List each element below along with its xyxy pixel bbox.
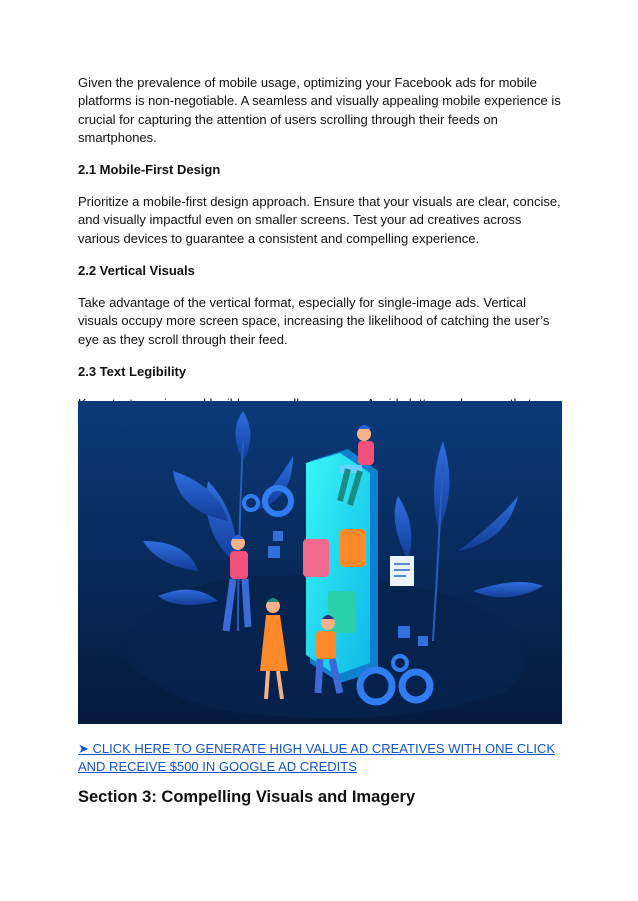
- intro-paragraph: Given the prevalence of mobile usage, optimizing your Facebook ads for mobile platforms is non-negotiable. A seamless and visually appealing mobile experience is crucial for capturing the attention of users scrolling through their feeds on smartphones.: [78, 75, 561, 145]
- app-card-pink: [303, 539, 329, 577]
- app-card-orange: [340, 529, 366, 567]
- section-3-title: Section 3: Compelling Visuals and Imagery: [78, 788, 416, 806]
- cta-link-text: CLICK HERE TO GENERATE HIGH VALUE AD CREATIVES WITH ONE CLICK AND RECEIVE $500 IN GOOGLE AD CREDITS: [78, 741, 556, 774]
- subsection-heading-text-legibility: 2.3 Text Legibility: [78, 363, 187, 379]
- subsection-heading-mobile-first: 2.1 Mobile-First Design: [78, 162, 221, 178]
- cta-link-block: [78, 740, 558, 775]
- cta-link[interactable]: [78, 741, 555, 774]
- subsection-heading-vertical-visuals: 2.2 Vertical Visuals: [78, 263, 195, 279]
- arrow-icon: ➤: [78, 741, 89, 756]
- hero-illustration: [78, 401, 562, 724]
- isometric-mobile-illustration: [78, 401, 562, 724]
- document-card-icon: [390, 556, 414, 586]
- subsection-body-vertical-visuals: Take advantage of the vertical format, especially for single-image ads. Vertical visuals occupy more screen space, increasing the likelihood of catching the user’s eye as they scroll through their feed.: [78, 295, 550, 347]
- smartphone-illustration: [303, 449, 378, 683]
- subsection-body-mobile-first: Prioritize a mobile-first design approach. Ensure that your visuals are clear, concise, and visually impactful even on smaller screens. Test your ad creatives across various devices to guarantee a consistent and compelling experience.: [78, 194, 561, 246]
